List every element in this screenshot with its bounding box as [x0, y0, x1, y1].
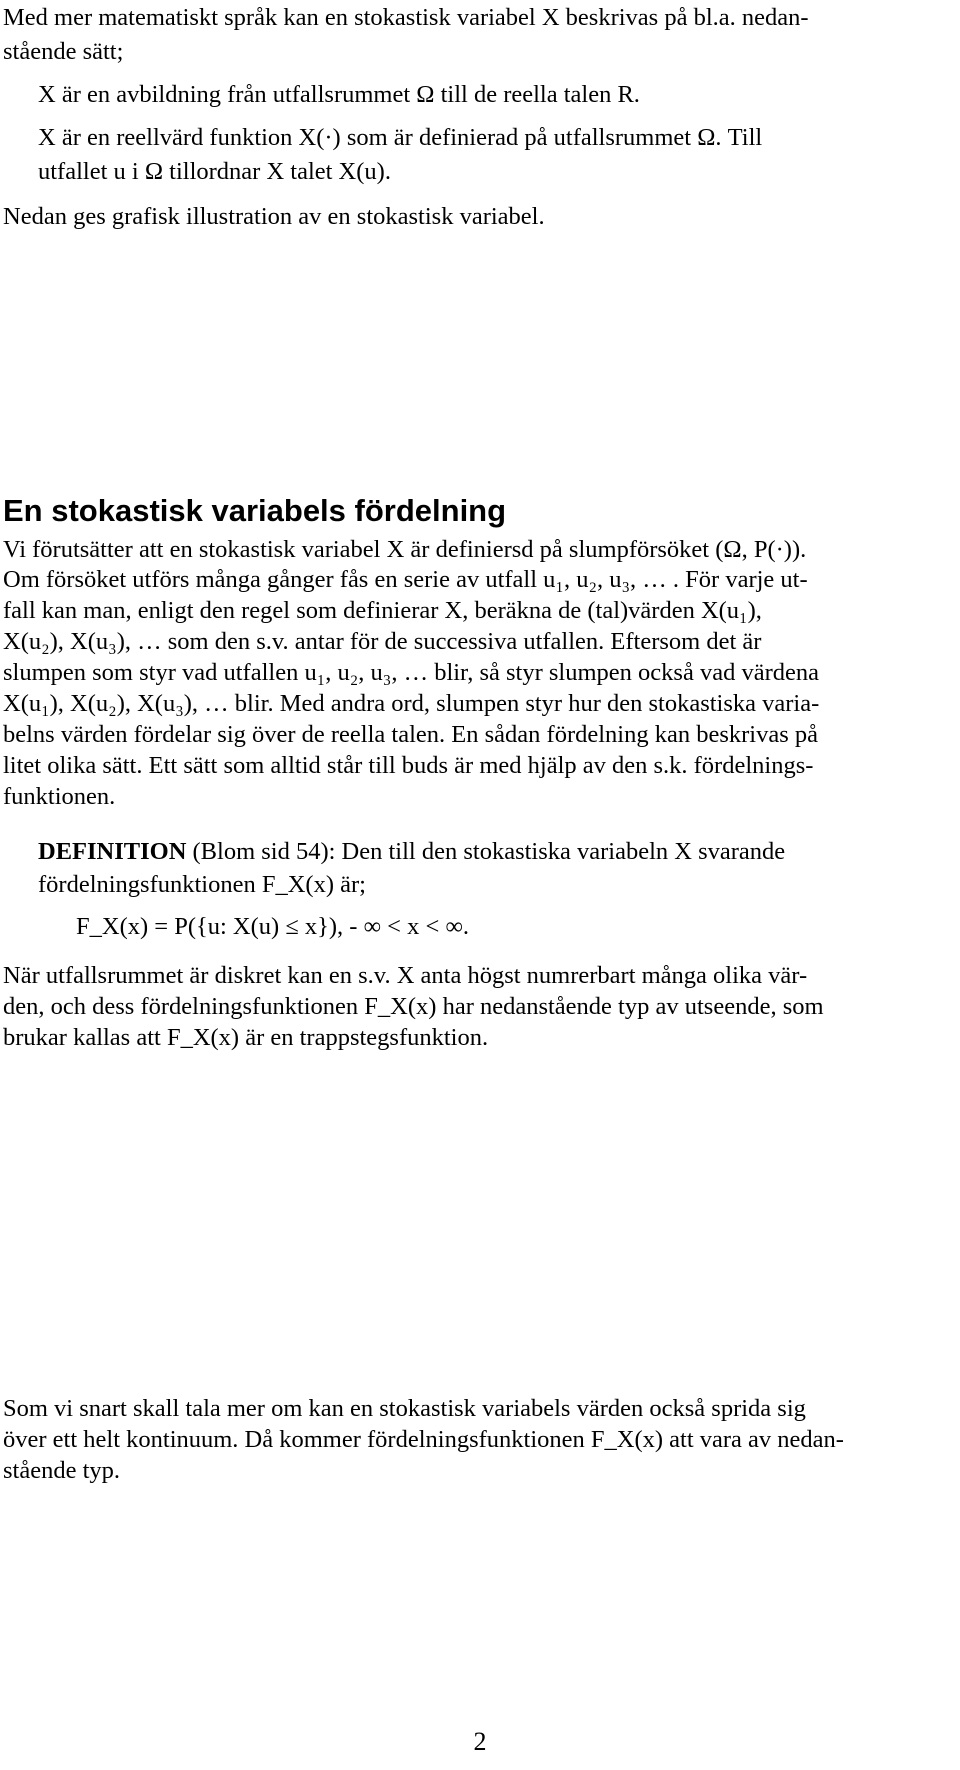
text-line: Med mer matematiskt språk kan en stokastisk variabel X beskrivas på bl.a. nedan-	[3, 4, 809, 31]
text-line: fall kan man, enligt den regel som definierar X, beräkna de (tal)värden X(u₁),	[3, 597, 762, 624]
text-line: X är en avbildning från utfallsrummet Ω till de reella talen R.	[38, 81, 640, 108]
text-line: över ett helt kontinuum. Då kommer fördelningsfunktionen F_X(x) att vara av nedan-	[3, 1426, 844, 1453]
text-line: funktionen.	[3, 783, 116, 810]
text-line: litet olika sätt. Ett sätt som alltid står till buds är med hjälp av den s.k. fördelnings-	[3, 752, 814, 779]
section-heading: En stokastisk variabels fördelning	[3, 493, 507, 528]
text-line: utfallet u i Ω tillordnar X talet X(u).	[38, 158, 391, 185]
text-line: Om försöket utförs många gånger fås en serie av utfall u₁, u₂, u₃, … . För varje ut-	[3, 566, 808, 593]
definition-text: (Blom sid 54): Den till den stokastiska variabeln X svarande	[186, 838, 786, 865]
definition-line: fördelningsfunktionen F_X(x) är;	[38, 871, 366, 898]
definition-line	[38, 836, 960, 868]
definition-formula: F_X(x) = P({u: X(u) ≤ x}), - ∞ < x < ∞.	[76, 913, 470, 940]
text-line: slumpen som styr vad utfallen u₁, u₂, u₃, … blir, så styr slumpen också vad värdena	[3, 659, 819, 686]
text-line: stående sätt;	[3, 38, 124, 65]
text-line: X(u₂), X(u₃), … som den s.v. antar för de successiva utfallen. Eftersom det är	[3, 628, 762, 655]
text-line: den, och dess fördelningsfunktionen F_X(x) har nedanstående typ av utseende, som	[3, 993, 824, 1020]
text-line: belns värden fördelar sig över de reella talen. En sådan fördelning kan beskrivas på	[3, 721, 818, 748]
text-line: X(u₁), X(u₂), X(u₃), … blir. Med andra ord, slumpen styr hur den stokastiska varia-	[3, 690, 820, 717]
text-line: Vi förutsätter att en stokastisk variabel X är definiersd på slumpförsöket (Ω, P(·)).	[3, 536, 807, 563]
text-line: stående typ.	[3, 1457, 121, 1484]
page-number: 2	[473, 1727, 487, 1756]
text-line: Nedan ges grafisk illustration av en stokastisk variabel.	[3, 203, 545, 230]
text-line: Som vi snart skall tala mer om kan en stokastisk variabels värden också sprida sig	[3, 1395, 806, 1422]
text-line: X är en reellvärd funktion X(·) som är definierad på utfallsrummet Ω. Till	[38, 124, 763, 151]
definition-label: DEFINITION	[38, 838, 187, 865]
text-line: När utfallsrummet är diskret kan en s.v. X anta högst numrerbart många olika vär-	[3, 962, 808, 989]
text-line: brukar kallas att F_X(x) är en trappstegsfunktion.	[3, 1024, 489, 1051]
